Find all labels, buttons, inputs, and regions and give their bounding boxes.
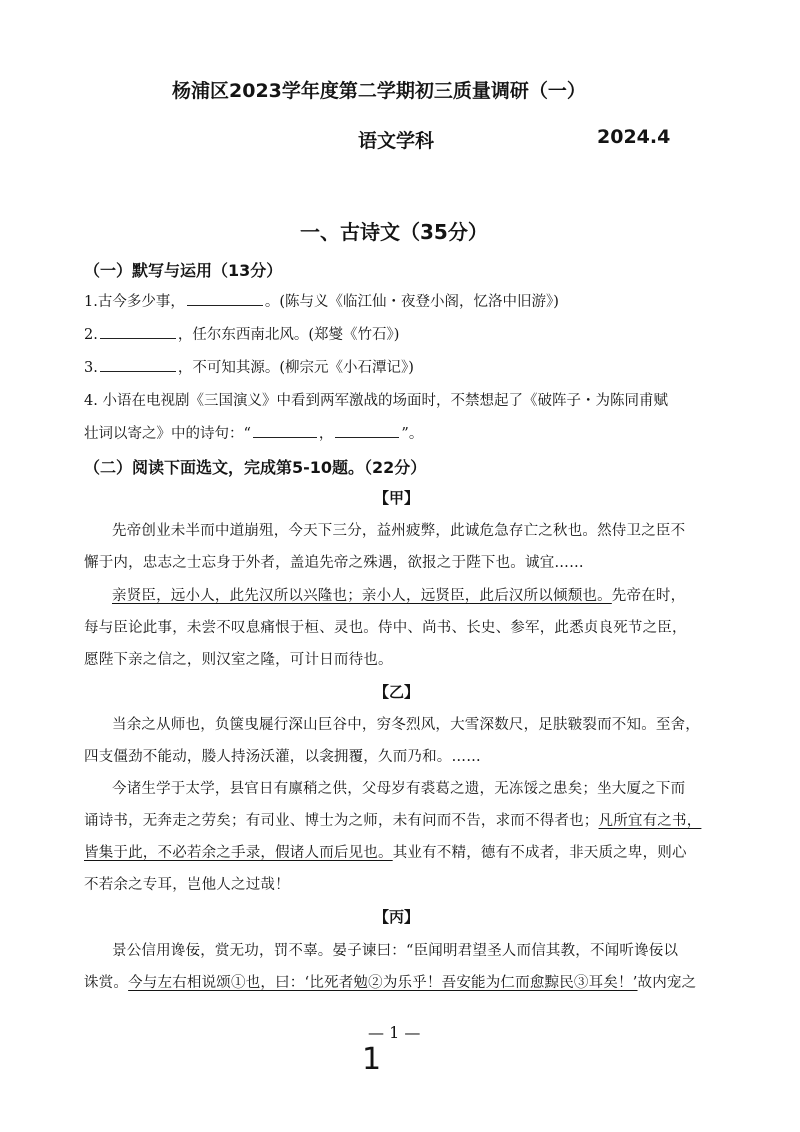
question-4-line2 <box>84 422 423 443</box>
yi-line-4-text: 诵诗书，无奔走之劳矣；有司业、博士为之师，未有问而不告，求而不得者也； <box>84 813 599 829</box>
q4-blank-2[interactable] <box>335 436 399 438</box>
yi-line-3: 今诸生学于太学，县官日有廪稍之供，父母岁有裘葛之遗，无冻馁之患矣；坐大厦之下而 <box>112 781 686 797</box>
page-mark: 1 <box>362 1042 382 1077</box>
q1-blank[interactable] <box>187 304 263 306</box>
bing-line-2-rest: 故内宠之 <box>637 975 697 991</box>
q1-suffix: 。(陈与义《临江仙・夜登小阁，忆洛中旧游》) <box>264 294 559 310</box>
yi-underlined-end: 皆集于此，不必若余之手录，假诸人而后见也。 <box>84 845 393 861</box>
bing-underlined-sentence: 今与左右相说颂①也，曰：‘比死者勉②为乐乎！吾安能为仁而愈黥民③耳矣！’ <box>128 975 638 991</box>
question-4-line1: 4. 小语在电视剧《三国演义》中看到两军激战的场面时，不禁想起了《破阵子・为陈同甫赋 <box>84 393 668 409</box>
subject-label: 语文学科 <box>358 130 435 152</box>
jia-line-2: 懈于内，忠志之士忘身于外者，盖追先帝之殊遇，欲报之于陛下也。诚宜…… <box>84 555 584 571</box>
passage-bing-label: 【丙】 <box>374 908 420 926</box>
yi-line-5-rest: 其业有不精，德有不成者，非天质之卑，则心 <box>392 845 687 861</box>
question-1 <box>84 290 559 311</box>
jia-line-3-rest: 先帝在时， <box>611 588 686 604</box>
jia-underlined-sentence: 亲贤臣，远小人，此先汉所以兴隆也；亲小人，远贤臣，此后汉所以倾颓也。 <box>112 588 612 604</box>
bing-line-2 <box>84 971 696 992</box>
part2-heading: （二）阅读下面选文，完成第5-10题。（22分） <box>84 458 427 477</box>
yi-line-2: 四支僵劲不能动，媵人持汤沃灌，以衾拥覆，久而乃和。…… <box>84 749 481 765</box>
q2-prefix: 2. <box>84 327 98 343</box>
q4-suffix: ”。 <box>401 426 424 442</box>
q2-suffix: ，任尔东西南北风。(郑燮《竹石》) <box>177 327 400 343</box>
jia-line-5: 愿陛下亲之信之，则汉室之隆，可计日而待也。 <box>84 652 393 668</box>
q4-blank-1[interactable] <box>253 436 317 438</box>
yi-line-6: 不若余之专耳，岂他人之过哉！ <box>84 877 290 893</box>
q2-blank[interactable] <box>100 337 176 339</box>
q4-prefix: 壮词以寄之》中的诗句：“ <box>84 426 251 442</box>
bing-line-2-text: 诛赏。 <box>84 975 129 991</box>
question-3 <box>84 356 414 377</box>
bing-line-1: 景公信用谗佞，赏无功，罚不辜。晏子谏曰：“臣闻明君望圣人而信其教，不闻听谗佞以 <box>112 943 679 959</box>
passage-jia-label: 【甲】 <box>374 489 420 507</box>
q3-suffix: ，不可知其源。(柳宗元《小石潭记》) <box>177 360 414 376</box>
q3-prefix: 3. <box>84 360 98 376</box>
yi-line-5 <box>84 841 687 862</box>
q4-comma: ， <box>318 426 334 442</box>
q3-blank[interactable] <box>100 370 176 372</box>
jia-line-1: 先帝创业未半而中道崩殂，今天下三分，益州疲弊，此诚危急存亡之秋也。然侍卫之臣不 <box>112 523 686 539</box>
q1-prefix: 1.古今多少事， <box>84 294 185 310</box>
question-2 <box>84 323 399 344</box>
section-title: 一、古诗文（35分） <box>300 220 488 244</box>
part1-heading: （一）默写与运用（13分） <box>84 261 283 280</box>
yi-underlined-start: 凡所宜有之书， <box>598 813 702 829</box>
exam-title: 杨浦区2023学年度第二学期初三质量调研（一） <box>172 80 586 102</box>
exam-date: 2024.4 <box>597 126 671 148</box>
yi-line-4 <box>84 809 701 830</box>
jia-line-4: 每与臣论此事，未尝不叹息痛恨于桓、灵也。侍中、尚书、长史、参军，此悉贞良死节之臣， <box>84 620 687 636</box>
page-number: — 1 — <box>368 1023 421 1042</box>
yi-line-1: 当余之从师也，负箧曳屣行深山巨谷中，穷冬烈风，大雪深数尺，足肤皲裂而不知。至舍， <box>112 717 700 733</box>
jia-line-3 <box>112 584 685 605</box>
passage-yi-label: 【乙】 <box>374 683 420 701</box>
